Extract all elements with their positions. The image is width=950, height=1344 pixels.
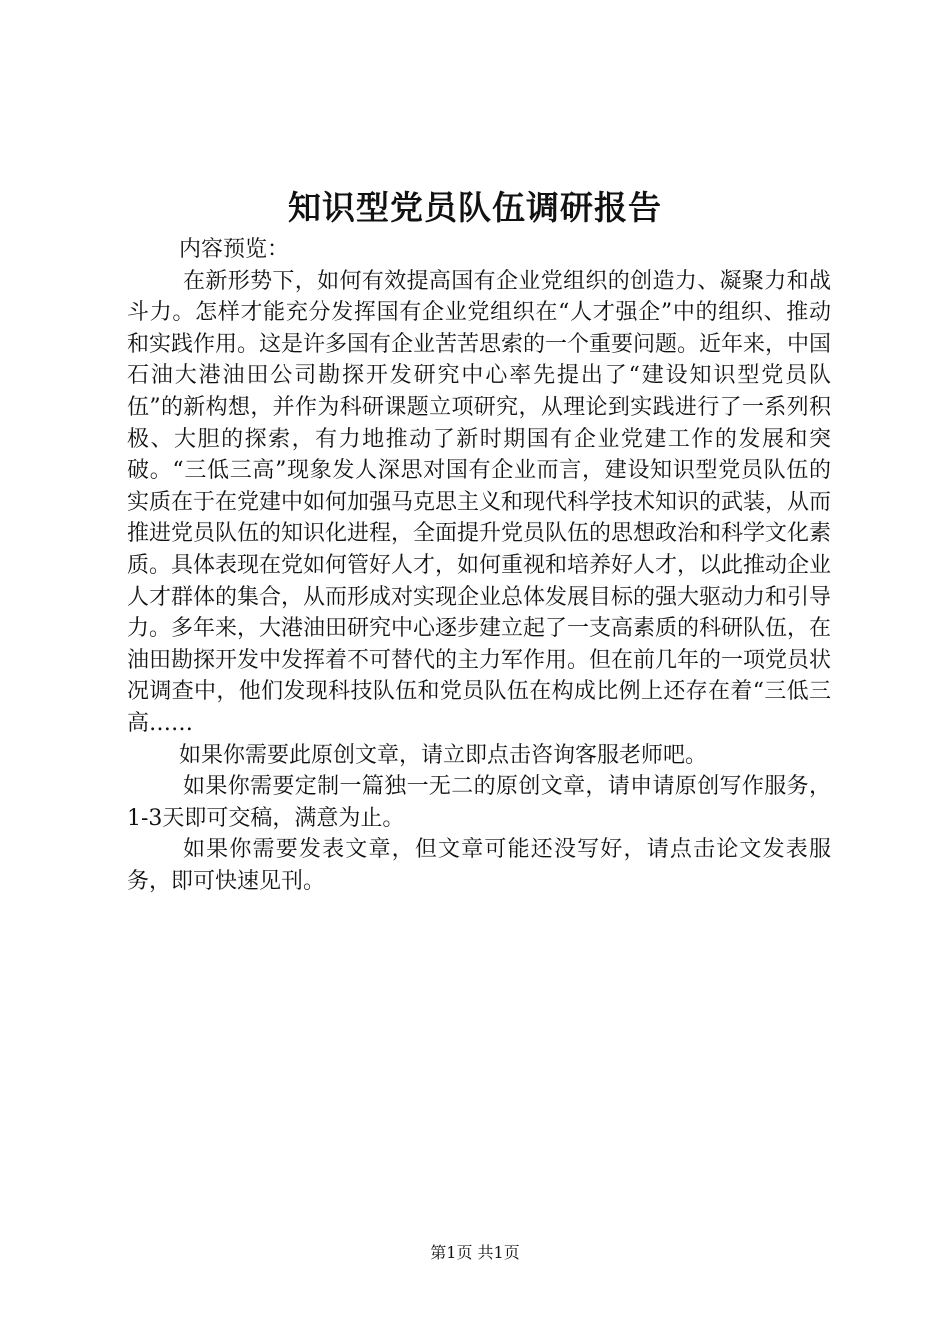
preview-label: 内容预览： [179,237,290,262]
page-number-footer: 第1页 共1页 [430,1243,520,1262]
document-title: 知识型党员队伍调研报告 [288,188,662,227]
custom-writing-link[interactable]: 如果你需要定制一篇独一无二的原创文章，请申请原创写作服务，1-3天即可交稿，满意为止。 [127,774,831,831]
consult-service-link[interactable]: 如果你需要此原创文章，请立即点击咨询客服老师吧。 [179,742,708,768]
publishing-service-link[interactable]: 如果你需要发表文章，但文章可能还没写好，请点击论文发表服务，即可快速见刊。 [127,837,831,894]
main-paragraph: 在新形势下，如何有效提高国有企业党组织的创造力、凝聚力和战斗力。怎样才能充分发挥国有企业党组织在“人才强企”中的组织、推动和实践作用。这是许多国有企业苦苦思索的一个重要问题。近年来，中国石油大港油田公司勘探开发研究中心率先提出了“建设知识型党员队伍”的新构想，并作为科研课题立项研究，从理论到实践进行了一系列积极、大胆的探索，有力地推动了新时期国有企业党建工作的发展和突破。“三低三高”现象发人深思对国有企业而言，建设知识型党员队伍的实质在于在党建中如何加强马克思主义和现代科学技术知识的武装，从而推进党员队伍的知识化进程，全面提升党员队伍的思想政治和科学文化素质。具体表现在党如何管好人才，如何重视和培养好人才，以此推动企业人才群体的集合，从而形成对实现企业总体发展目标的强大驱动力和引导力。多年来，大港油田研究中心逐步建立起了一支高素质的科研队伍，在油田勘探开发中发挥着不可替代的主力军作用。但在前几年的一项党员状况调查中，他们发现科技队伍和党员队伍在构成比例上还存在着“三低三高…… [127,268,832,736]
document-body [127,234,831,897]
